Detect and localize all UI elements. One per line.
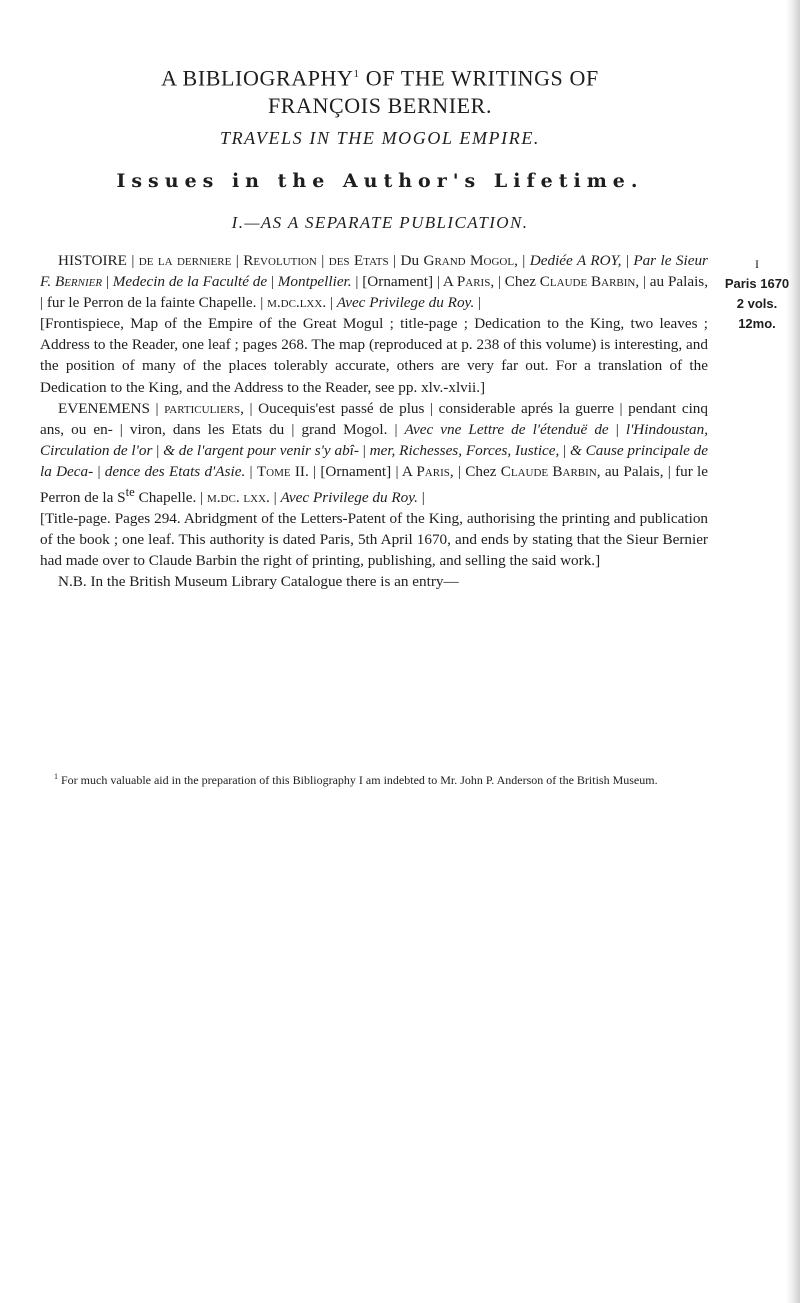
- margin-note: [722, 254, 792, 334]
- page-title: A BIBLIOGRAPHY$^1$ OF THE WRITINGS OF FRANÇOIS BERNIER.: [161, 65, 599, 119]
- margin-volumes: 2 vols.: [736, 296, 778, 311]
- page-edge-shadow: [786, 0, 800, 1303]
- entry-1-description: [Frontispiece, Map of the Empire of the Great Mogul ; title-page ; Dedication to the King, two leaves ; Address to the Reader, one leaf ; pages 268. The map (reproduced at p. 238 of this volume) is interesting, and the position of many of the places tolerably accurate, others are very far out. For a translation of the Dedication to the King, and the Address to the Reader, see pp. xlv.-xlvii.]: [40, 315, 708, 396]
- entry-2-title: EVENEMENS | particuliers, | Oucequis'est passé de plus | considerable aprés la guerre | pendant cinq ans, ou en- | viron, dans les Etats du | grand Mogol. | Avec vne Lettre de l'étenduë de | l'Hindoustan, Circulation de l'or | & de l'argent pour venir s'y abî- | mer, Richesses, Forces, Iustice, | & Cause principale de la Deca- | dence des Etats d'Asie. | Tome II. | [Ornament] | A Paris, | Chez Claude Barbin, au Palais, | fur le Perron de la $S^{te}$ Chapelle. | m.dc. lxx. | Avec Privilege du Roy. |: [40, 399, 709, 507]
- entry-2-description: [Title-page. Pages 294. Abridgment of the Letters-Patent of the King, authorising the printing and publication of the book ; one leaf. This authority is dated Paris, 5th April 1670, and ends by stating that the Sieur Bernier had made over to Claude Barbin the right of printing, publishing, and selling the said work.]: [40, 510, 708, 570]
- footnote: [40, 768, 708, 789]
- section-heading: I.—AS A SEPARATE PUBLICATION.: [231, 213, 529, 232]
- bibliography-body: [40, 250, 708, 593]
- entry-number: I: [755, 257, 759, 271]
- footnote-marker: 1: [54, 772, 58, 781]
- subtitle: TRAVELS IN THE MOGOL EMPIRE.: [219, 128, 541, 148]
- footnote-ref: 1: [353, 68, 360, 80]
- margin-format: 12mo.: [738, 316, 776, 331]
- issues-heading: Issues in the Author's Lifetime.: [116, 170, 644, 192]
- footnote-text: For much valuable aid in the preparation of this Bibliography I am indebted to Mr. John P. Anderson of the British Museum.: [58, 773, 658, 787]
- margin-place-date: Paris 1670: [724, 276, 790, 291]
- title-line-2: FRANÇOIS BERNIER.: [267, 93, 493, 119]
- entry-1-title: HISTOIRE | de la derniere | Revolution | des Etats | Du Grand Mogol, | Dediée A ROY, | Par le Sieur F. Bernier | Medecin de la Faculté de | Montpellier. | [Ornament] | A Paris, | Chez Claude Barbin, | au Palais, | fur le Perron de la fainte Chapelle. | m.dc.lxx. | Avec Privilege du Roy. |: [40, 252, 709, 312]
- nb-note: N.B. In the British Museum Library Catalogue there is an entry—: [58, 573, 459, 591]
